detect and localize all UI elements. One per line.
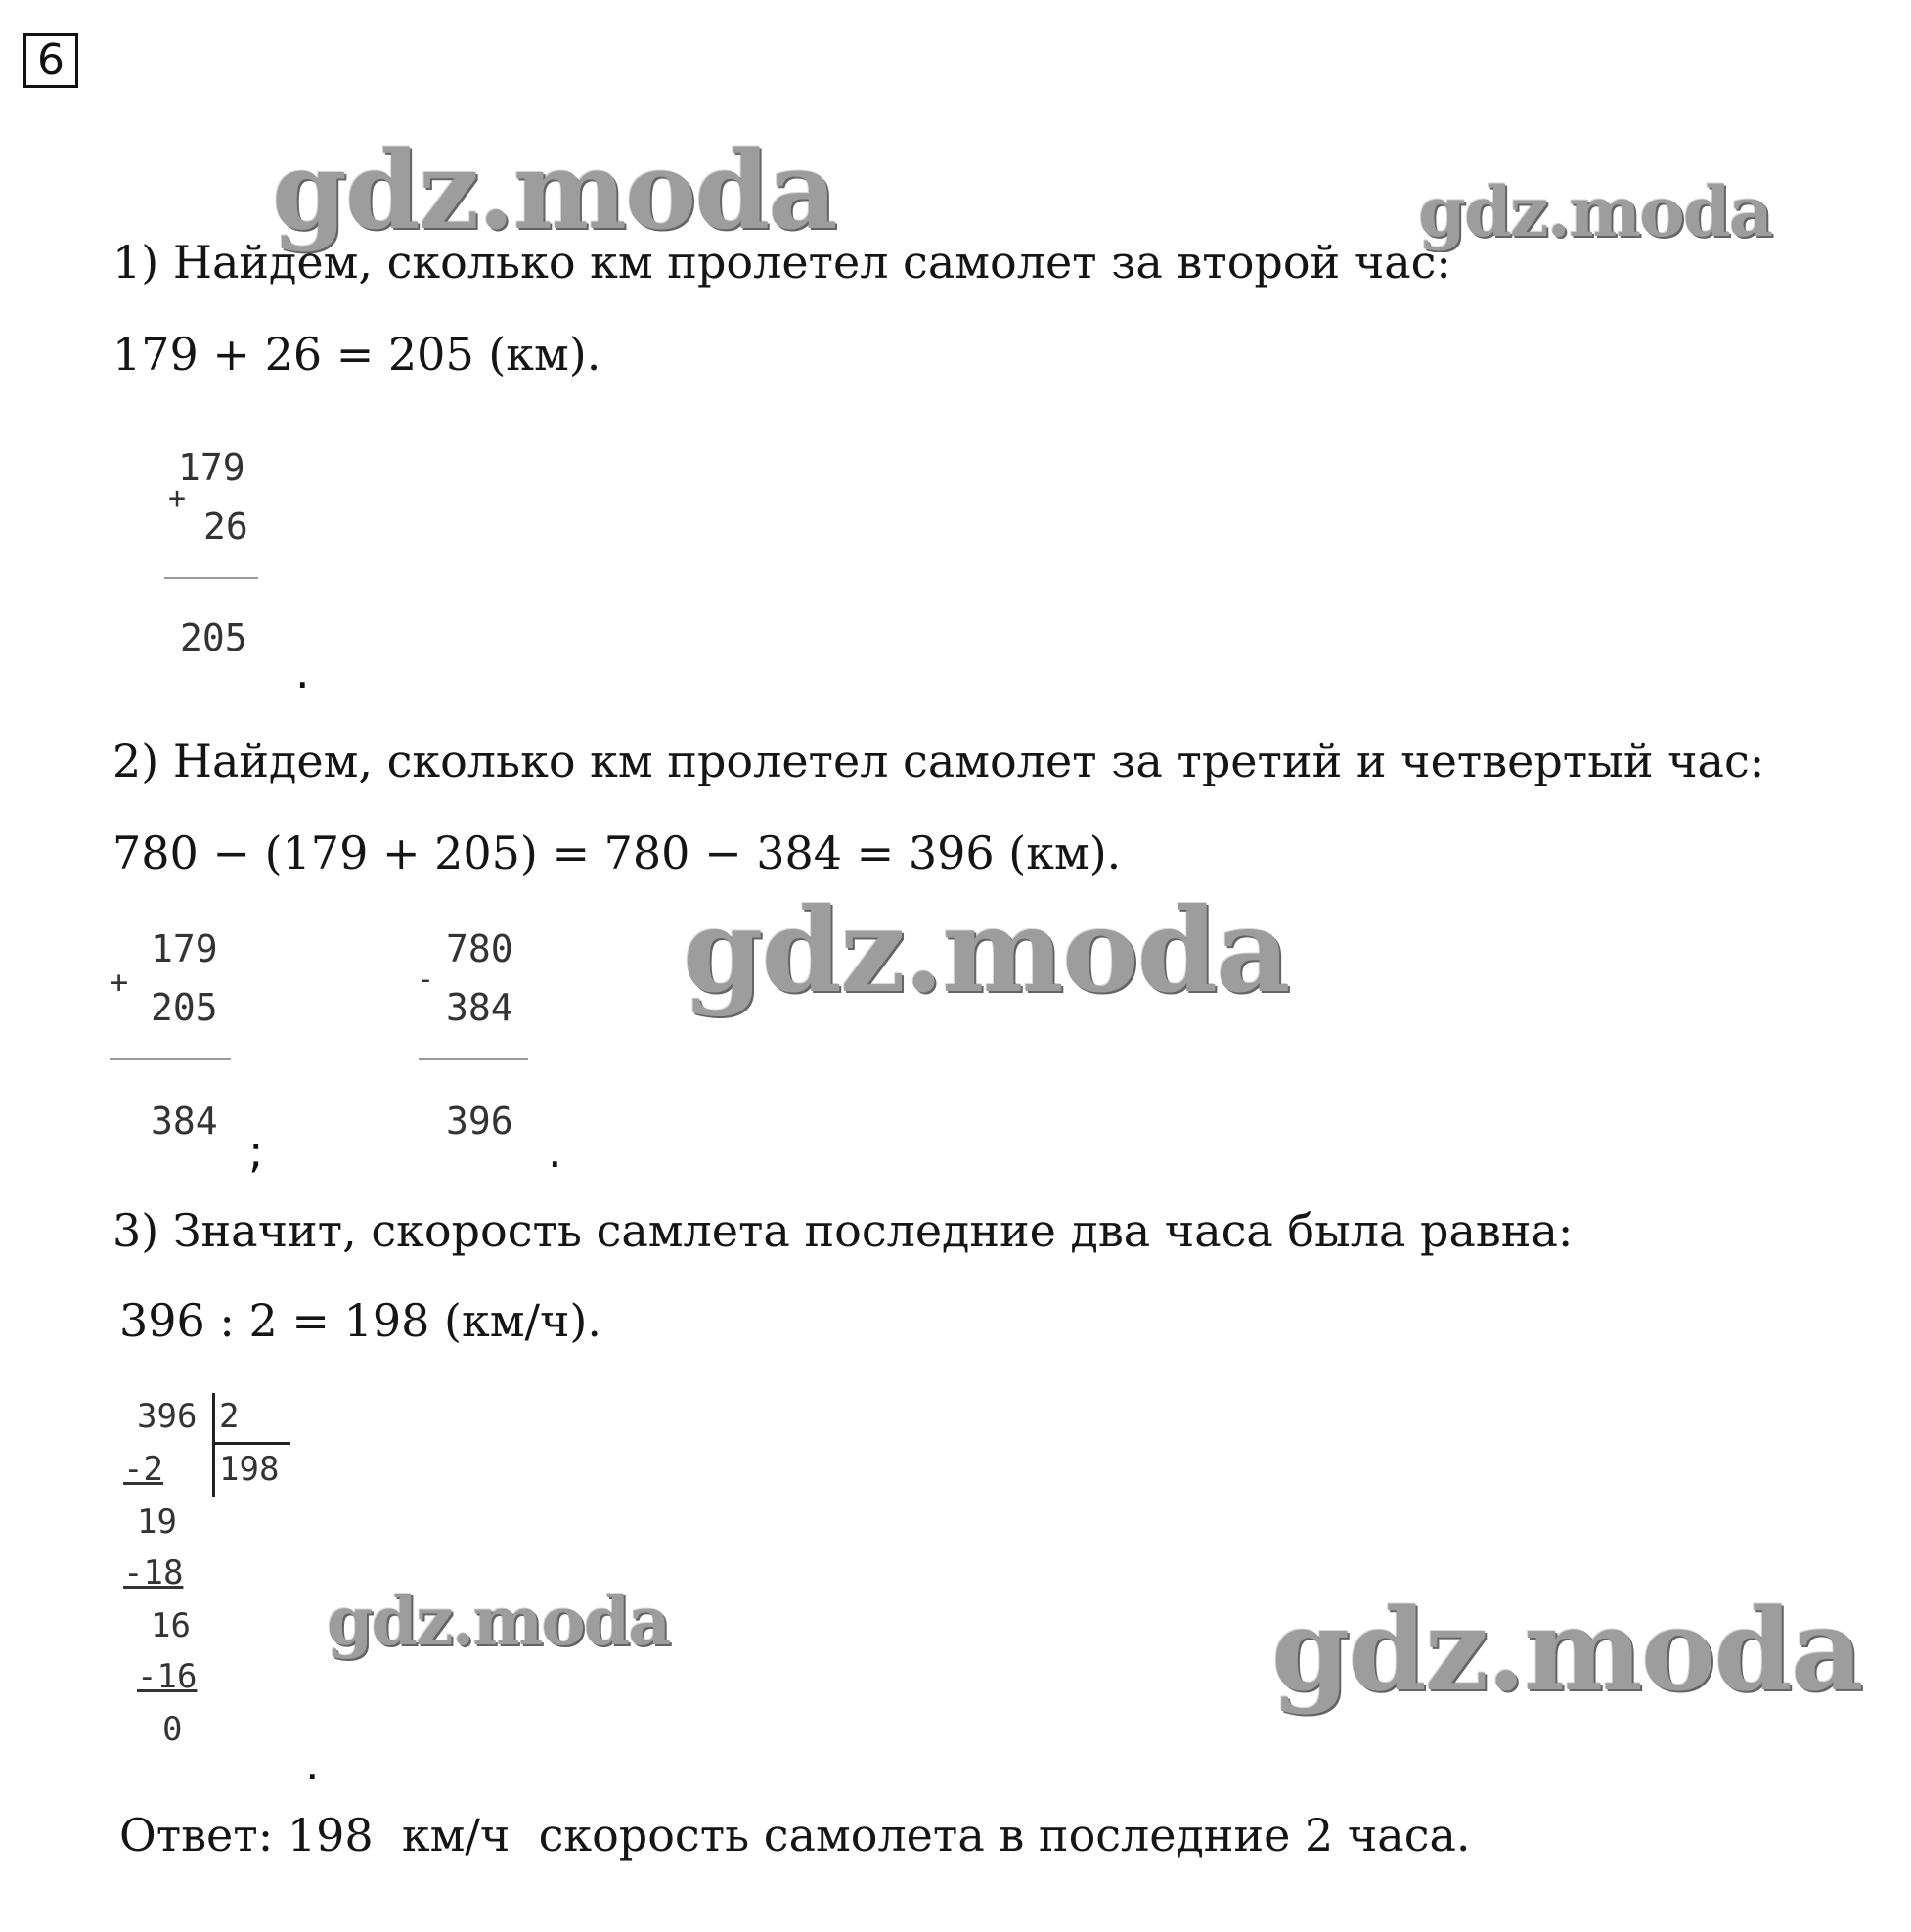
punctuation: ; [248, 1125, 264, 1178]
watermark: gdz.moda [1418, 171, 1772, 252]
difference-line [419, 1058, 528, 1060]
sum-result: 205 [180, 616, 247, 659]
plus-sign: + [168, 481, 187, 516]
step1-equation: 179 + 26 = 205 (км). [112, 328, 601, 381]
watermark: gdz.moda [1271, 1585, 1862, 1717]
watermark: gdz.moda [683, 882, 1289, 1018]
division-step: 16 [151, 1606, 191, 1645]
watermark: gdz.moda [327, 1583, 670, 1661]
quotient-line [214, 1442, 290, 1445]
punctuation: . [305, 1737, 320, 1790]
punctuation: . [548, 1125, 562, 1178]
minus-sign: - [417, 963, 435, 997]
addend-1: 179 [151, 927, 218, 970]
sum-line [164, 577, 258, 579]
task-number: 6 [23, 33, 78, 88]
division-step: -2 [123, 1450, 163, 1489]
plus-sign: + [110, 964, 129, 1001]
step1-text: 1) Найдем, сколько км пролетел самолет за второй час: [112, 236, 1451, 289]
step3-text: 3) Значит, скорость самлета последние два часа была равна: [112, 1204, 1574, 1257]
division-step: 0 [162, 1710, 183, 1749]
division-step: -18 [123, 1553, 184, 1593]
step2-equation: 780 − (179 + 205) = 780 − 384 = 396 (км). [112, 827, 1122, 879]
punctuation: . [295, 646, 310, 698]
minuend: 780 [446, 927, 513, 970]
division-step: -16 [137, 1657, 198, 1696]
watermark: gdz.moda [272, 127, 836, 253]
quotient: 198 [219, 1450, 280, 1489]
division-bar [212, 1393, 215, 1497]
addend-2: 205 [151, 986, 218, 1029]
step3-equation: 396 : 2 = 198 (км/ч). [119, 1294, 601, 1347]
answer: Ответ: 198 км/ч скорость самолета в последние 2 часа. [119, 1809, 1471, 1862]
division-step: 19 [137, 1503, 177, 1542]
dividend: 396 [137, 1397, 198, 1436]
step2-text: 2) Найдем, сколько км пролетел самолет за третий и четвертый час: [112, 735, 1765, 787]
addend-1: 179 [178, 446, 245, 489]
difference-result: 396 [446, 1100, 513, 1143]
addend-2: 26 [203, 505, 248, 548]
sum-line [110, 1058, 231, 1060]
subtrahend: 384 [446, 986, 513, 1029]
divisor: 2 [219, 1397, 240, 1436]
sum-result: 384 [151, 1100, 218, 1143]
